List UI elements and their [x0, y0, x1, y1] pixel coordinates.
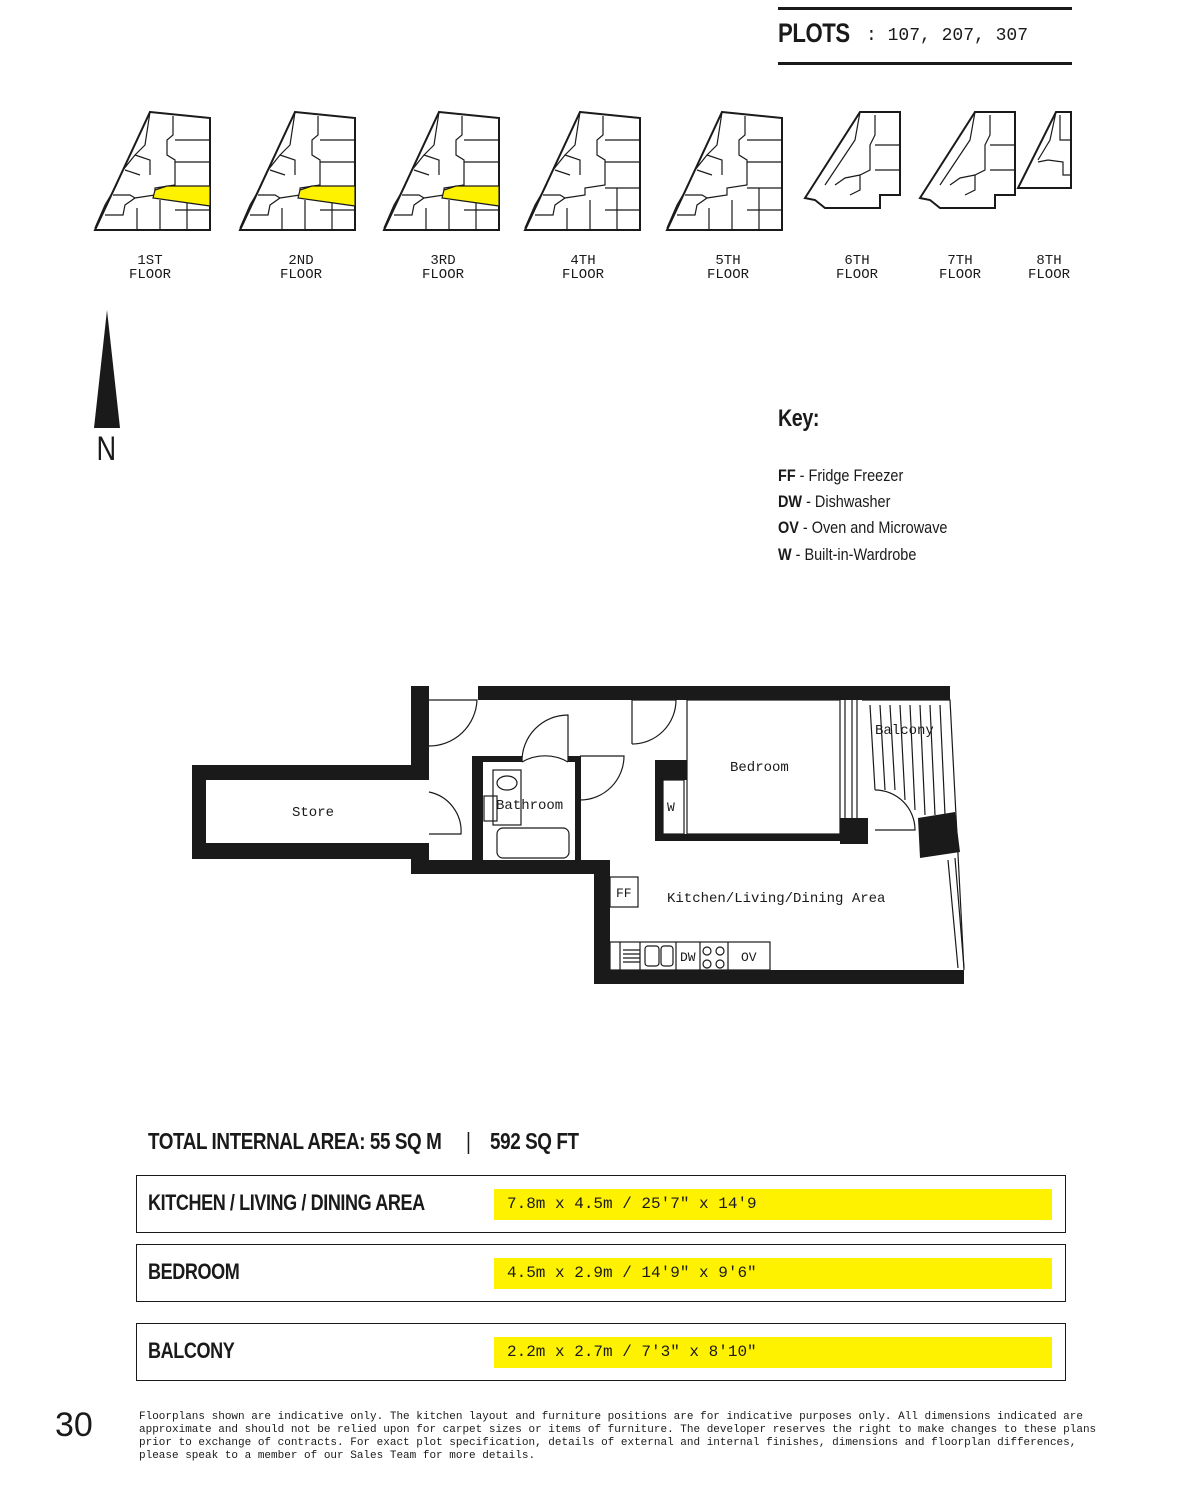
fixture-label-ov: OV — [741, 950, 757, 965]
total-area-separator: | — [465, 1128, 471, 1154]
area-name: BEDROOM — [148, 1259, 240, 1284]
fixture-label-w: W — [667, 800, 675, 815]
page-number: 30 — [55, 1406, 93, 1444]
room-label-bathroom: Bathroom — [496, 798, 564, 814]
floor-label-7: 7TH FLOOR — [938, 253, 981, 283]
area-name: KITCHEN / LIVING / DINING AREA — [148, 1190, 425, 1215]
area-row-kitchen — [136, 1175, 1066, 1233]
north-letter: N — [96, 430, 117, 468]
total-area-sqm: TOTAL INTERNAL AREA: 55 SQ M — [148, 1128, 442, 1154]
floor-label-2: 2ND FLOOR — [279, 253, 322, 283]
room-label-balcony: Balcony — [875, 723, 934, 739]
floor-label-6: 6TH FLOOR — [835, 253, 878, 283]
key-item-dw: DW - Dishwasher — [778, 492, 891, 511]
floor-label-1: 1ST FLOOR — [128, 253, 171, 283]
key-title: Key: — [778, 405, 820, 432]
total-internal-area — [148, 1128, 579, 1155]
key-item-w: W - Built-in-Wardrobe — [778, 545, 917, 564]
floor-label-5: 5TH FLOOR — [706, 253, 749, 283]
area-row-bedroom — [136, 1244, 1066, 1302]
area-value: 7.8m x 4.5m / 25'7" x 14'9 — [494, 1189, 1052, 1220]
area-value: 4.5m x 2.9m / 14'9" x 9'6" — [494, 1258, 1052, 1289]
room-label-kitchen: Kitchen/Living/Dining Area — [667, 891, 886, 907]
key-item-ov: OV - Oven and Microwave — [778, 518, 948, 537]
fixture-label-ff: FF — [616, 886, 632, 901]
area-value: 2.2m x 2.7m / 7'3" x 8'10" — [494, 1337, 1052, 1368]
floor-label-8: 8TH FLOOR — [1027, 253, 1070, 283]
plots-values: : 107, 207, 307 — [866, 26, 1029, 46]
total-area-sqft: 592 SQ FT — [490, 1128, 579, 1154]
disclaimer-text: Floorplans shown are indicative only. The kitchen layout and furniture positions are for indicative purposes only. All dimensions indicated are approximate and should not be relied upon for carpet sizes or items of furniture. The developer reserves the right to make changes to these plans prior to exchange of contracts. For exact plot specification, details of external and internal finishes, dimensions and floorplan differences, please speak to a member of our Sales Team for more details. — [139, 1411, 1097, 1462]
plots-label: PLOTS — [778, 18, 850, 48]
key-item-ff: FF - Fridge Freezer — [778, 466, 904, 485]
area-name: BALCONY — [148, 1338, 235, 1363]
fixture-label-dw: DW — [680, 950, 696, 965]
area-row-balcony — [136, 1323, 1066, 1381]
floor-label-3: 3RD FLOOR — [421, 253, 464, 283]
room-label-bedroom: Bedroom — [730, 760, 789, 776]
room-label-store: Store — [292, 805, 335, 821]
floor-label-4: 4TH FLOOR — [561, 253, 604, 283]
